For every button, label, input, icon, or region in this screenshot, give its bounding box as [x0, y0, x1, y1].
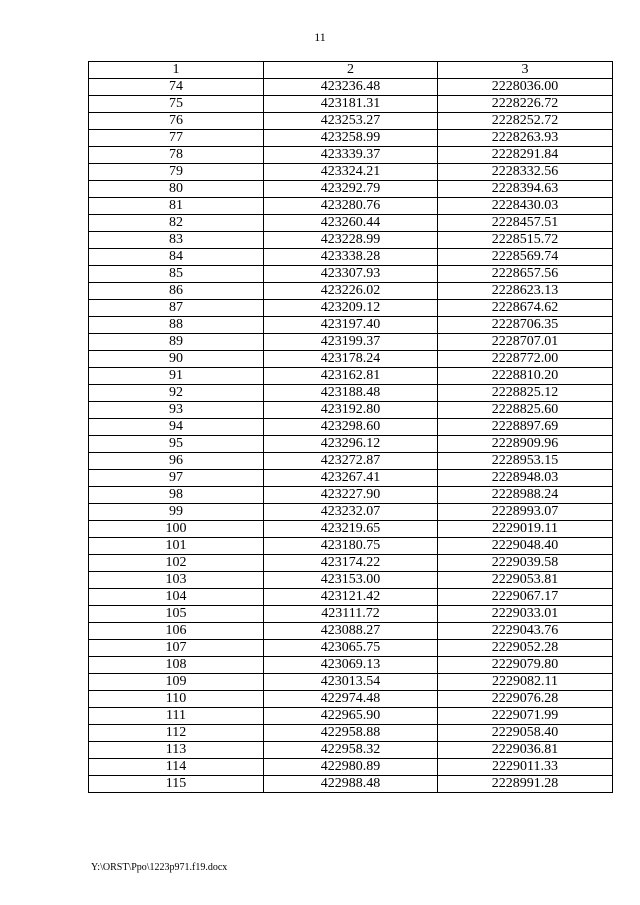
- point-number-cell: 74: [89, 79, 264, 96]
- x-coordinate-cell: 423013.54: [264, 674, 438, 691]
- table-row: [89, 453, 613, 470]
- x-coordinate-cell: 423219.65: [264, 521, 438, 538]
- table-row: [89, 96, 613, 113]
- table-row: [89, 504, 613, 521]
- point-number-cell: 82: [89, 215, 264, 232]
- x-coordinate-cell: 423232.07: [264, 504, 438, 521]
- y-coordinate-cell: 2229039.58: [438, 555, 613, 572]
- y-coordinate-cell: 2229052.28: [438, 640, 613, 657]
- x-coordinate-cell: 423267.41: [264, 470, 438, 487]
- point-number-cell: 114: [89, 759, 264, 776]
- table-row: [89, 402, 613, 419]
- y-coordinate-cell: 2228988.24: [438, 487, 613, 504]
- x-coordinate-cell: 423199.37: [264, 334, 438, 351]
- table-row: [89, 385, 613, 402]
- y-coordinate-cell: 2229058.40: [438, 725, 613, 742]
- x-coordinate-cell: 423188.48: [264, 385, 438, 402]
- point-number-cell: 91: [89, 368, 264, 385]
- table-row: [89, 487, 613, 504]
- x-coordinate-cell: 423088.27: [264, 623, 438, 640]
- y-coordinate-cell: 2228991.28: [438, 776, 613, 793]
- y-coordinate-cell: 2229053.81: [438, 572, 613, 589]
- y-coordinate-cell: 2229036.81: [438, 742, 613, 759]
- x-coordinate-cell: 423226.02: [264, 283, 438, 300]
- x-coordinate-cell: 423339.37: [264, 147, 438, 164]
- y-coordinate-cell: 2228226.72: [438, 96, 613, 113]
- table-row: [89, 742, 613, 759]
- table-row: [89, 351, 613, 368]
- table-header-row: [89, 62, 613, 79]
- x-coordinate-cell: 423260.44: [264, 215, 438, 232]
- table-row: [89, 470, 613, 487]
- y-coordinate-cell: 2229082.11: [438, 674, 613, 691]
- point-number-cell: 83: [89, 232, 264, 249]
- x-coordinate-cell: 423121.42: [264, 589, 438, 606]
- x-coordinate-cell: 423253.27: [264, 113, 438, 130]
- point-number-cell: 89: [89, 334, 264, 351]
- x-coordinate-cell: 422958.88: [264, 725, 438, 742]
- y-coordinate-cell: 2228825.60: [438, 402, 613, 419]
- table-row: [89, 657, 613, 674]
- x-coordinate-cell: 422958.32: [264, 742, 438, 759]
- point-number-cell: 99: [89, 504, 264, 521]
- x-coordinate-cell: 423272.87: [264, 453, 438, 470]
- y-coordinate-cell: 2228332.56: [438, 164, 613, 181]
- column-header: 2: [264, 62, 438, 79]
- point-number-cell: 90: [89, 351, 264, 368]
- point-number-cell: 105: [89, 606, 264, 623]
- table-row: [89, 198, 613, 215]
- point-number-cell: 112: [89, 725, 264, 742]
- y-coordinate-cell: 2228674.62: [438, 300, 613, 317]
- point-number-cell: 84: [89, 249, 264, 266]
- point-number-cell: 95: [89, 436, 264, 453]
- point-number-cell: 93: [89, 402, 264, 419]
- table-row: [89, 589, 613, 606]
- x-coordinate-cell: 422988.48: [264, 776, 438, 793]
- point-number-cell: 98: [89, 487, 264, 504]
- point-number-cell: 110: [89, 691, 264, 708]
- y-coordinate-cell: 2229067.17: [438, 589, 613, 606]
- x-coordinate-cell: 423307.93: [264, 266, 438, 283]
- point-number-cell: 97: [89, 470, 264, 487]
- table-row: [89, 419, 613, 436]
- page-number: 11: [314, 30, 326, 44]
- y-coordinate-cell: 2228993.07: [438, 504, 613, 521]
- x-coordinate-cell: 423258.99: [264, 130, 438, 147]
- y-coordinate-cell: 2228825.12: [438, 385, 613, 402]
- x-coordinate-cell: 423197.40: [264, 317, 438, 334]
- x-coordinate-cell: 423298.60: [264, 419, 438, 436]
- y-coordinate-cell: 2228291.84: [438, 147, 613, 164]
- point-number-cell: 113: [89, 742, 264, 759]
- table-row: [89, 691, 613, 708]
- point-number-cell: 101: [89, 538, 264, 555]
- table-row: [89, 130, 613, 147]
- y-coordinate-cell: 2228457.51: [438, 215, 613, 232]
- point-number-cell: 115: [89, 776, 264, 793]
- table-row: [89, 79, 613, 96]
- x-coordinate-cell: 423180.75: [264, 538, 438, 555]
- x-coordinate-cell: 423181.31: [264, 96, 438, 113]
- table-row: [89, 147, 613, 164]
- point-number-cell: 96: [89, 453, 264, 470]
- table-row: [89, 521, 613, 538]
- point-number-cell: 76: [89, 113, 264, 130]
- table-row: [89, 232, 613, 249]
- y-coordinate-cell: 2228394.63: [438, 181, 613, 198]
- point-number-cell: 111: [89, 708, 264, 725]
- y-coordinate-cell: 2229048.40: [438, 538, 613, 555]
- point-number-cell: 107: [89, 640, 264, 657]
- point-number-cell: 86: [89, 283, 264, 300]
- x-coordinate-cell: 423065.75: [264, 640, 438, 657]
- table-row: [89, 266, 613, 283]
- column-header: 3: [438, 62, 613, 79]
- point-number-cell: 106: [89, 623, 264, 640]
- x-coordinate-cell: 423192.80: [264, 402, 438, 419]
- x-coordinate-cell: 423178.24: [264, 351, 438, 368]
- x-coordinate-cell: 423111.72: [264, 606, 438, 623]
- table-row: [89, 436, 613, 453]
- y-coordinate-cell: 2228948.03: [438, 470, 613, 487]
- table-row: [89, 283, 613, 300]
- point-number-cell: 78: [89, 147, 264, 164]
- coordinates-table: [88, 61, 613, 793]
- table-row: [89, 164, 613, 181]
- point-number-cell: 81: [89, 198, 264, 215]
- x-coordinate-cell: 423227.90: [264, 487, 438, 504]
- point-number-cell: 85: [89, 266, 264, 283]
- point-number-cell: 80: [89, 181, 264, 198]
- y-coordinate-cell: 2229011.33: [438, 759, 613, 776]
- x-coordinate-cell: 422965.90: [264, 708, 438, 725]
- y-coordinate-cell: 2229076.28: [438, 691, 613, 708]
- footer-file-path: Y:\ORST\Ppo\1223p971.f19.docx: [91, 862, 228, 873]
- x-coordinate-cell: 423292.79: [264, 181, 438, 198]
- point-number-cell: 87: [89, 300, 264, 317]
- table-row: [89, 334, 613, 351]
- point-number-cell: 88: [89, 317, 264, 334]
- table-row: [89, 725, 613, 742]
- table-row: [89, 674, 613, 691]
- y-coordinate-cell: 2228897.69: [438, 419, 613, 436]
- x-coordinate-cell: 423174.22: [264, 555, 438, 572]
- table-row: [89, 708, 613, 725]
- x-coordinate-cell: 423296.12: [264, 436, 438, 453]
- x-coordinate-cell: 422980.89: [264, 759, 438, 776]
- x-coordinate-cell: 423280.76: [264, 198, 438, 215]
- y-coordinate-cell: 2229079.80: [438, 657, 613, 674]
- table-row: [89, 640, 613, 657]
- y-coordinate-cell: 2228515.72: [438, 232, 613, 249]
- table-row: [89, 759, 613, 776]
- y-coordinate-cell: 2228909.96: [438, 436, 613, 453]
- table-row: [89, 606, 613, 623]
- point-number-cell: 94: [89, 419, 264, 436]
- y-coordinate-cell: 2228953.15: [438, 453, 613, 470]
- x-coordinate-cell: 423069.13: [264, 657, 438, 674]
- point-number-cell: 75: [89, 96, 264, 113]
- point-number-cell: 103: [89, 572, 264, 589]
- y-coordinate-cell: 2228252.72: [438, 113, 613, 130]
- point-number-cell: 108: [89, 657, 264, 674]
- table-row: [89, 555, 613, 572]
- table-row: [89, 300, 613, 317]
- y-coordinate-cell: 2229033.01: [438, 606, 613, 623]
- table-row: [89, 317, 613, 334]
- y-coordinate-cell: 2229019.11: [438, 521, 613, 538]
- point-number-cell: 77: [89, 130, 264, 147]
- point-number-cell: 102: [89, 555, 264, 572]
- table-row: [89, 113, 613, 130]
- y-coordinate-cell: 2228569.74: [438, 249, 613, 266]
- table-row: [89, 249, 613, 266]
- table-body: [89, 79, 613, 793]
- table-row: [89, 572, 613, 589]
- point-number-cell: 109: [89, 674, 264, 691]
- y-coordinate-cell: 2228657.56: [438, 266, 613, 283]
- table-row: [89, 776, 613, 793]
- y-coordinate-cell: 2229071.99: [438, 708, 613, 725]
- x-coordinate-cell: 423162.81: [264, 368, 438, 385]
- x-coordinate-cell: 423338.28: [264, 249, 438, 266]
- y-coordinate-cell: 2228623.13: [438, 283, 613, 300]
- table-row: [89, 215, 613, 232]
- y-coordinate-cell: 2228036.00: [438, 79, 613, 96]
- y-coordinate-cell: 2228430.03: [438, 198, 613, 215]
- x-coordinate-cell: 423236.48: [264, 79, 438, 96]
- point-number-cell: 92: [89, 385, 264, 402]
- y-coordinate-cell: 2228707.01: [438, 334, 613, 351]
- x-coordinate-cell: 423153.00: [264, 572, 438, 589]
- x-coordinate-cell: 423228.99: [264, 232, 438, 249]
- table-row: [89, 181, 613, 198]
- column-header: 1: [89, 62, 264, 79]
- point-number-cell: 104: [89, 589, 264, 606]
- table-row: [89, 623, 613, 640]
- y-coordinate-cell: 2228772.00: [438, 351, 613, 368]
- table-row: [89, 538, 613, 555]
- point-number-cell: 100: [89, 521, 264, 538]
- y-coordinate-cell: 2228263.93: [438, 130, 613, 147]
- x-coordinate-cell: 423209.12: [264, 300, 438, 317]
- x-coordinate-cell: 423324.21: [264, 164, 438, 181]
- y-coordinate-cell: 2228706.35: [438, 317, 613, 334]
- x-coordinate-cell: 422974.48: [264, 691, 438, 708]
- y-coordinate-cell: 2229043.76: [438, 623, 613, 640]
- y-coordinate-cell: 2228810.20: [438, 368, 613, 385]
- point-number-cell: 79: [89, 164, 264, 181]
- table-row: [89, 368, 613, 385]
